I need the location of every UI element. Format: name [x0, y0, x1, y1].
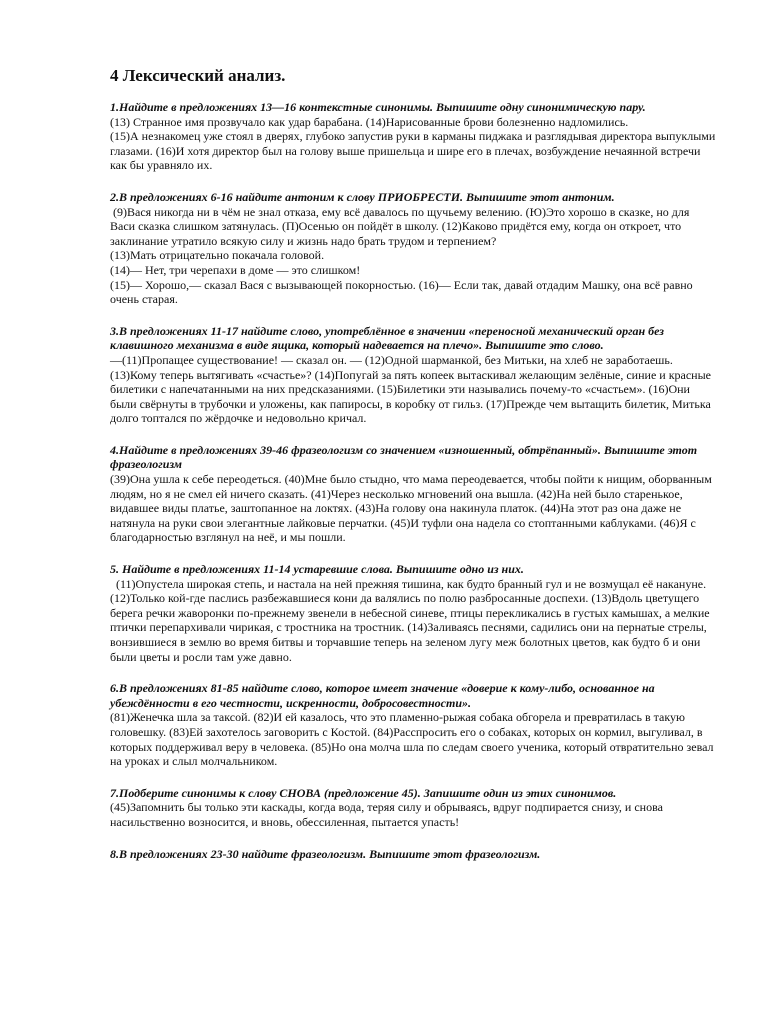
- text-paragraph: (11)Опустела широкая степь, и настала на ней прежняя тишина, как будто бранный гул и не возмущал её накануне. (12)Только кой-где паслись разбежавшиеся кони да валялись по полю разбросанные доспехи. (13)Вдоль цветущего берега речки жаворонки по-прежнему звенели в небесной синеве, птицы перекликались в густых камышах, а мелкие птички перепархивали чирикая, с тростника на тростник. (14)Заливаясь песнями, садились они на пернатые стрелы, вонзившиеся в землю во время битвы и торчавшие теперь на зеленом лугу меж болотных цветов, как будто б и они были цветы и росли там уже давно.: [110, 576, 713, 664]
- task-6: [110, 681, 716, 769]
- text-paragraph: (9)Вася никогда ни в чём не знал отказа, ему всё давалось по щучьему велению. (Ю)Это хорошо в сказке, но для Васи сказка слишком затянулась. (П)Осенью он пойдёт в школу. (12)Каково придётся ему, когда он откроет, что заклинание утратило всякую силу и жизнь надо брать трудом и терпением?: [110, 204, 693, 248]
- task-3: [110, 324, 716, 426]
- document-title: 4 Лексический анализ.: [110, 66, 286, 85]
- task-header: 6.В предложениях 81-85 найдите слово, которое имеет значение «доверие к кому-либо, основанное на убеждённости в его честности, искренности, добросовестности».: [110, 681, 655, 710]
- text-paragraph: (15)А незнакомец уже стоял в дверях, глубоко запустив руки в карманы пиджака и разглядывая директора выпуклыми глазами. (16)И хотя директор был на голову выше пришельца и шире его в плечах, возбуждение нечаянной встречи как бы уравняло их.: [110, 129, 716, 173]
- task-7: [110, 786, 716, 830]
- document-page: [110, 66, 716, 878]
- text-paragraph: (39)Она ушла к себе переодеться. (40)Мне было стыдно, что мама переодевается, чтобы пойти к нищим, оборванным людям, но я не смел ей ничего сказать. (41)Через несколько мгновений она вышла. (42)На ней было старенькое, видавшее виды платье, заштопанное на локтях. (43)На голову она накинула платок. (44)На этот раз она даже не натянула на руки свои элегантные лайковые перчатки. (45)И туфли она надела со стоптанными каблуками. (46)Я с благодарностью взглянул на неё, и мы пошли.: [110, 472, 712, 545]
- task-text: [110, 710, 716, 768]
- task-header: 7.Подберите синонимы к слову СНОВА (предложение 45). Запишите один из этих синонимов.: [110, 785, 617, 800]
- task-text: [110, 577, 716, 665]
- text-paragraph: (15)— Хорошо,— сказал Вася с вызывающей покорностью. (16)— Если так, давай отдадим Машку, она всё равно очень старая.: [110, 277, 693, 307]
- task-4: [110, 443, 716, 545]
- task-header: 4.Найдите в предложениях 39-46 фразеологизм со значением «изношенный, обтрёпанный». Выпишите этот фразеологизм: [110, 442, 698, 472]
- task-header: 3.В предложениях 11-17 найдите слово, употреблённое в значении «переносной механический орган без клавишного механизма в виде ящика, который надевается на плечо». Выпишите это слово.: [110, 323, 664, 353]
- task-5: [110, 562, 716, 664]
- task-text: [110, 800, 716, 829]
- text-paragraph: (45)Запомнить бы только эти каскады, когда вода, теряя силу и обрываясь, вдруг подпирается снизу, и снова насильственно возносится, и вновь, обессиленная, пытается упасть!: [110, 800, 663, 829]
- task-header: 1.Найдите в предложениях 13—16 контекстные синонимы. Выпишите одну синонимическую пару.: [110, 100, 646, 114]
- task-2: [110, 190, 716, 307]
- text-paragraph: (14)— Нет, три черепахи в доме — это слишком!: [110, 262, 361, 277]
- task-text: [110, 472, 716, 545]
- task-text: [110, 115, 716, 173]
- text-paragraph: (13) Странное имя прозвучало как удар барабана. (14)Нарисованные брови болезненно надломились.: [110, 114, 629, 129]
- task-header: 5. Найдите в предложениях 11-14 устаревшие слова. Выпишите одно из них.: [110, 562, 524, 577]
- text-paragraph: (81)Женечка шла за таксой. (82)И ей казалось, что это пламенно-рыжая собака обгорела и превратилась в такую головешку. (83)Ей захотелось заговорить с Костой. (84)Расспросить его о собаках, которых он кормил, выгуливал, в которых поддерживал веру в человека. (85)Но она молча шла по следам своего ученика, который отвратительно зевал на уроках и слыл молчальником.: [110, 710, 714, 769]
- task-header: 8.В предложениях 23-30 найдите фразеологизм. Выпишите этот фразеологизм.: [110, 846, 541, 861]
- text-paragraph: (13)Мать отрицательно покачала головой.: [110, 248, 325, 263]
- task-text: [110, 205, 716, 307]
- task-header: 2.В предложениях 6-16 найдите антоним к слову ПРИОБРЕСТИ. Выпишите этот антоним.: [110, 189, 615, 204]
- text-paragraph: —(11)Пропащее существование! — сказал он. — (12)Одной шарманкой, без Митьки, на хлеб не заработаешь. (13)Кому теперь вытягивать «счастье»? (14)Попугай за пять копеек вытаскивал желающим зелёные, синие и красные билетики с напечатанными на них предсказаниями. (15)Билетики эти назывались почему-то «счастьем». (16)Они были свёрнуты в трубочки и уложены, как папиросы, в коробку от гильз. (17)Прежде чем вытащить билетик, Митька долго топтался по жёрдочке и недовольно кричал.: [110, 352, 711, 426]
- task-text: [110, 353, 716, 426]
- task-8: [110, 847, 716, 862]
- task-1: [110, 100, 716, 173]
